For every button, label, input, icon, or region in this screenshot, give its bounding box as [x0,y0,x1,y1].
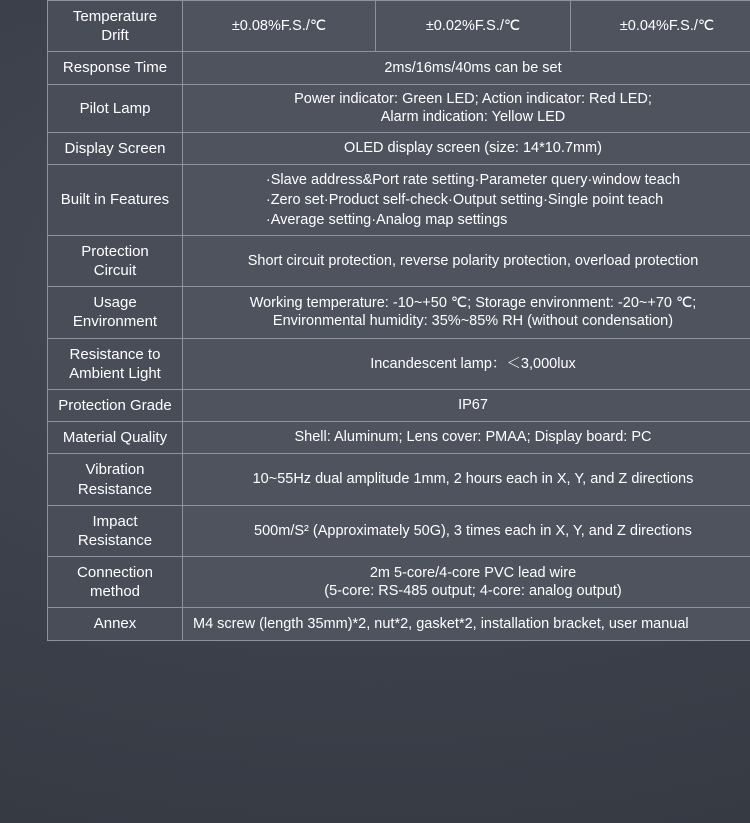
table-row [48,1,750,52]
row-label-resistance-ambient-light: Resistance to Ambient Light [48,338,183,389]
connection-method-value: 2m 5-core/4-core PVC lead wire (5-core: RS-485 output; 4-core: analog output) [183,557,750,608]
resistance-ambient-light-value: Incandescent lamp：＜3,000lux [183,338,750,389]
row-label-display-screen: Display Screen [48,132,183,164]
usage-environment-value: Working temperature: -10~+50 ℃; Storage environment: -20~+70 ℃; Environmental humidity: 35%~85% RH (without condensation) [183,287,750,338]
table-row [48,84,750,132]
table-row [48,287,750,338]
vibration-resistance-value: 10~55Hz dual amplitude 1mm, 2 hours each in X, Y, and Z directions [183,454,750,505]
material-quality-value: Shell: Aluminum; Lens cover: PMAA; Display board: PC [183,422,750,454]
row-label-annex: Annex [48,608,183,640]
table-row [48,164,750,235]
row-label-material-quality: Material Quality [48,422,183,454]
table-body [48,1,750,641]
temperature-drift-value-2: ±0.02%F.S./℃ [376,1,571,52]
temperature-drift-value-3: ±0.04%F.S./℃ [571,1,750,52]
row-label-response-time: Response Time [48,52,183,84]
row-label-protection-circuit: Protection Circuit [48,235,183,286]
features-list: ·Slave address&Port rate setting·Parameter query·window teach ·Zero set·Product self-check·Output setting·Single point teach ·Average setting·Analog map settings [265,171,681,228]
annex-value: M4 screw (length 35mm)*2, nut*2, gasket*2, installation bracket, user manual [183,608,750,640]
display-screen-value: OLED display screen (size: 14*10.7mm) [183,132,750,164]
label-text: Temperature Drift [72,8,158,45]
specification-table [47,0,750,641]
row-label-vibration-resistance: Vibration Resistance [48,454,183,505]
temperature-drift-value-1: ±0.08%F.S./℃ [183,1,376,52]
protection-grade-value: IP67 [183,389,750,421]
table-row [48,389,750,421]
table-row [48,505,750,556]
row-label-connection-method: Connection method [48,557,183,608]
response-time-value: 2ms/16ms/40ms can be set [183,52,750,84]
row-label-usage-environment: Usage Environment [48,287,183,338]
table-row [48,235,750,286]
row-label-temperature-drift [48,1,183,52]
table-row [48,608,750,640]
table-row [48,338,750,389]
row-label-pilot-lamp: Pilot Lamp [48,84,183,132]
impact-resistance-value: 500m/S² (Approximately 50G), 3 times each in X, Y, and Z directions [183,505,750,556]
table-row [48,132,750,164]
row-label-protection-grade: Protection Grade [48,389,183,421]
pilot-lamp-value: Power indicator: Green LED; Action indicator: Red LED; Alarm indication: Yellow LED [183,84,750,132]
row-label-built-in-features: Built in Features [48,164,183,235]
table-row [48,52,750,84]
protection-circuit-value: Short circuit protection, reverse polarity protection, overload protection [183,235,750,286]
built-in-features-value [183,164,750,235]
table-row [48,454,750,505]
table-row [48,557,750,608]
table-row [48,422,750,454]
row-label-impact-resistance: Impact Resistance [48,505,183,556]
